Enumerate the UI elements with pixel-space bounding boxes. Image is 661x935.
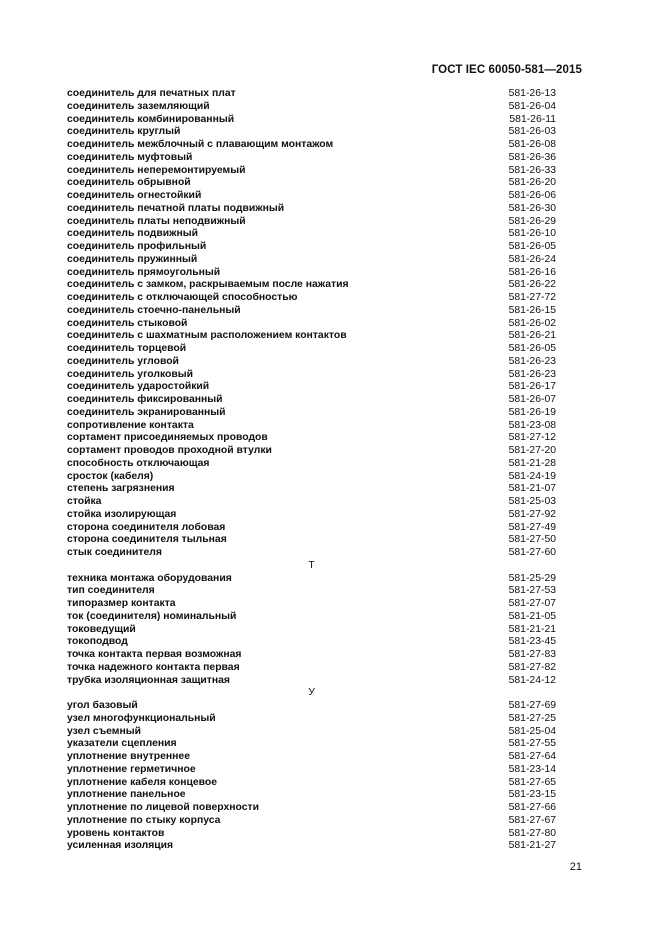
index-entry [67,343,556,356]
index-code: 581-26-36 [508,151,556,163]
index-term: уплотнение кабеля концевое [67,776,218,788]
index-entry [67,726,556,739]
index-code: 581-24-12 [508,674,556,686]
index-term: соединитель печатной платы подвижный [67,202,285,214]
index-term: стойка [67,496,102,507]
index-entry [67,305,556,318]
index-entry [67,126,556,139]
index-code: 581-26-33 [508,164,556,176]
index-code: 581-26-24 [508,253,556,265]
index-entry [67,420,556,433]
index-code: 581-26-10 [508,228,556,240]
index-term: соединитель неперемонтируемый [67,164,246,176]
index-entry [67,254,556,267]
index-entry [67,381,556,394]
index-code: 581-26-06 [508,190,556,201]
index-code: 581-26-07 [508,394,556,405]
index-term: сортамент проводов проходной втулки [67,445,272,456]
index-term: тип соединителя [67,585,155,597]
index-entry [67,662,556,675]
index-entry [67,777,556,790]
index-term: сторона соединителя лобовая [67,521,226,533]
index-term: сторона соединителя тыльная [67,534,227,546]
index-entry [67,190,556,203]
index-term: соединитель подвижный [67,228,199,240]
index-entry [67,394,556,407]
index-term: типоразмер контакта [67,598,176,609]
index-term: уплотнение герметичное [67,763,196,775]
index-code: 581-26-17 [508,381,556,393]
index-entry [67,88,556,101]
index-code: 581-26-20 [508,177,556,189]
index-entry [67,828,556,841]
index-term: точка контакта первая возможная [67,649,242,660]
index-term: уплотнение панельное [67,789,186,801]
index-term: степень загрязнения [67,483,175,495]
index-term: соединитель комбинированный [67,113,235,125]
index-term: соединитель с шахматным расположением контактов [67,330,347,342]
index-code: 581-26-03 [508,126,556,138]
index-term: уплотнение по лицевой поверхности [67,802,259,813]
index-entry [67,802,556,815]
index-entry [67,228,556,241]
index-term: узел съемный [67,725,142,737]
index-term: соединитель прямоугольный [67,266,221,278]
index-term: соединитель с замком, раскрываемым после нажатия [67,279,349,291]
index-term: стык соединителя [67,547,162,558]
index-code: 581-26-22 [508,279,556,291]
index-term: уровень контактов [67,827,165,839]
index-term: соединитель огнестойкий [67,190,202,201]
section-letter: У [308,687,315,699]
index-entry [67,330,556,343]
index-term: соединитель ударостойкий [67,381,210,393]
index-entry [67,139,556,152]
index-entry [67,764,556,777]
index-code: 581-23-45 [508,636,556,648]
index-code: 581-26-05 [508,241,556,252]
index-code: 581-26-04 [508,100,556,112]
index-code: 581-26-11 [509,113,556,125]
index-code: 581-26-13 [508,88,556,99]
index-entry [67,700,556,713]
index-code: 581-27-20 [508,445,556,456]
index-term: указатели сцепления [67,738,177,750]
index-term: токоподвод [67,636,128,648]
index-term: соединитель муфтовый [67,151,193,163]
index-code: 581-26-29 [508,215,556,227]
index-entry [67,649,556,662]
index-code: 581-26-15 [508,304,556,316]
index-term: соединитель экранированный [67,406,226,418]
index-term: соединитель межблочный с плавающим монтажом [67,139,334,150]
index-entry [67,815,556,828]
index-entry [67,611,556,624]
index-term: соединитель пружинный [67,253,198,265]
index-code: 581-25-04 [508,725,556,737]
index-entry [67,471,556,484]
index-term: соединитель круглый [67,126,181,138]
index-term: сросток (кабеля) [67,470,154,482]
index-code: 581-24-19 [508,470,556,482]
index-entry [67,152,556,165]
index-entry [67,292,556,305]
term-index [67,88,556,853]
index-entry [67,267,556,280]
index-code: 581-27-82 [508,661,556,673]
index-entry [67,585,556,598]
index-code: 581-26-23 [508,355,556,367]
index-entry [67,789,556,802]
index-code: 581-26-23 [508,368,556,380]
index-entry [67,483,556,496]
index-code: 581-21-21 [508,623,556,635]
index-code: 581-26-30 [508,202,556,214]
index-entry [67,636,556,649]
index-term: трубка изоляционная защитная [67,674,230,686]
index-entry [67,458,556,471]
index-term: соединитель профильный [67,241,207,252]
index-code: 581-27-50 [508,534,556,546]
index-code: 581-26-05 [508,343,556,354]
index-term: уплотнение внутреннее [67,751,190,762]
index-code: 581-25-29 [508,572,556,584]
index-entry [67,522,556,535]
index-term: соединитель фиксированный [67,394,223,405]
index-term: стойка изолирующая [67,508,177,520]
index-entry [67,203,556,216]
index-code: 581-21-27 [508,840,556,852]
index-term: соединитель с отключающей способностью [67,292,298,303]
index-entry [67,675,556,688]
index-code: 581-23-14 [508,763,556,775]
index-code: 581-27-65 [508,776,556,788]
index-code: 581-27-83 [508,649,556,660]
index-code: 581-27-67 [508,814,556,826]
index-entry [67,534,556,547]
index-entry [67,407,556,420]
index-term: угол базовый [67,700,138,711]
index-entry [67,216,556,229]
index-entry [67,369,556,382]
index-entry [67,547,556,560]
index-code: 581-27-12 [508,432,556,444]
index-entry [67,573,556,586]
index-entry [67,445,556,458]
index-term: соединитель заземляющий [67,100,210,112]
index-entry [67,738,556,751]
index-code: 581-26-19 [508,406,556,418]
index-term: соединитель уголковый [67,368,194,380]
index-code: 581-25-03 [508,496,556,507]
index-code: 581-27-55 [508,738,556,750]
index-term: узел многофункциональный [67,712,216,724]
index-term: соединитель угловой [67,355,179,367]
index-code: 581-27-53 [508,585,556,597]
index-term: соединитель стыковой [67,317,188,329]
index-entry [67,101,556,114]
index-code: 581-27-60 [508,547,556,558]
index-code: 581-27-66 [508,802,556,813]
index-entry [67,713,556,726]
index-term: соединитель стоечно-панельный [67,304,241,316]
index-code: 581-27-69 [508,700,556,711]
index-entry [67,751,556,764]
index-code: 581-21-28 [508,457,556,469]
index-code: 581-23-08 [508,419,556,431]
index-entry [67,318,556,331]
index-code: 581-26-21 [508,330,556,342]
index-entry [67,840,556,853]
index-entry [67,114,556,127]
index-code: 581-27-25 [508,712,556,724]
index-entry [67,432,556,445]
index-term: соединитель платы неподвижный [67,215,246,227]
document-header: ГОСТ IEC 60050-581—2015 [431,64,582,76]
index-code: 581-27-49 [508,521,556,533]
index-code: 581-27-72 [508,292,556,303]
index-code: 581-23-15 [508,789,556,801]
index-entry [67,177,556,190]
index-code: 581-27-80 [508,827,556,839]
index-entry [67,509,556,522]
index-entry [67,496,556,509]
index-code: 581-26-08 [508,139,556,150]
index-code: 581-27-07 [508,598,556,609]
index-entry [67,598,556,611]
index-code: 581-27-92 [508,508,556,520]
index-term: соединитель торцевой [67,343,187,354]
section-letter: Т [308,559,315,571]
index-entry [67,624,556,637]
index-term: способность отключающая [67,457,210,469]
index-term: токоведущий [67,623,136,635]
index-term: соединитель для печатных плат [67,88,236,99]
index-term: уплотнение по стыку корпуса [67,814,221,826]
index-code: 581-27-64 [508,751,556,762]
index-term: сортамент присоединяемых проводов [67,432,268,444]
index-code: 581-21-05 [508,610,556,622]
index-code: 581-26-16 [508,266,556,278]
index-term: точка надежного контакта первая [67,661,240,673]
index-entry [67,356,556,369]
index-term: соединитель обрывной [67,177,191,189]
index-term: усиленная изоляция [67,840,174,852]
index-code: 581-21-07 [508,483,556,495]
index-entry [67,165,556,178]
page-number: 21 [569,861,582,873]
index-term: сопротивление контакта [67,419,194,431]
index-code: 581-26-02 [508,317,556,329]
index-entry [67,279,556,292]
index-entry [67,241,556,254]
index-term: техника монтажа оборудования [67,572,232,584]
index-term: ток (соединителя) номинальный [67,610,237,622]
